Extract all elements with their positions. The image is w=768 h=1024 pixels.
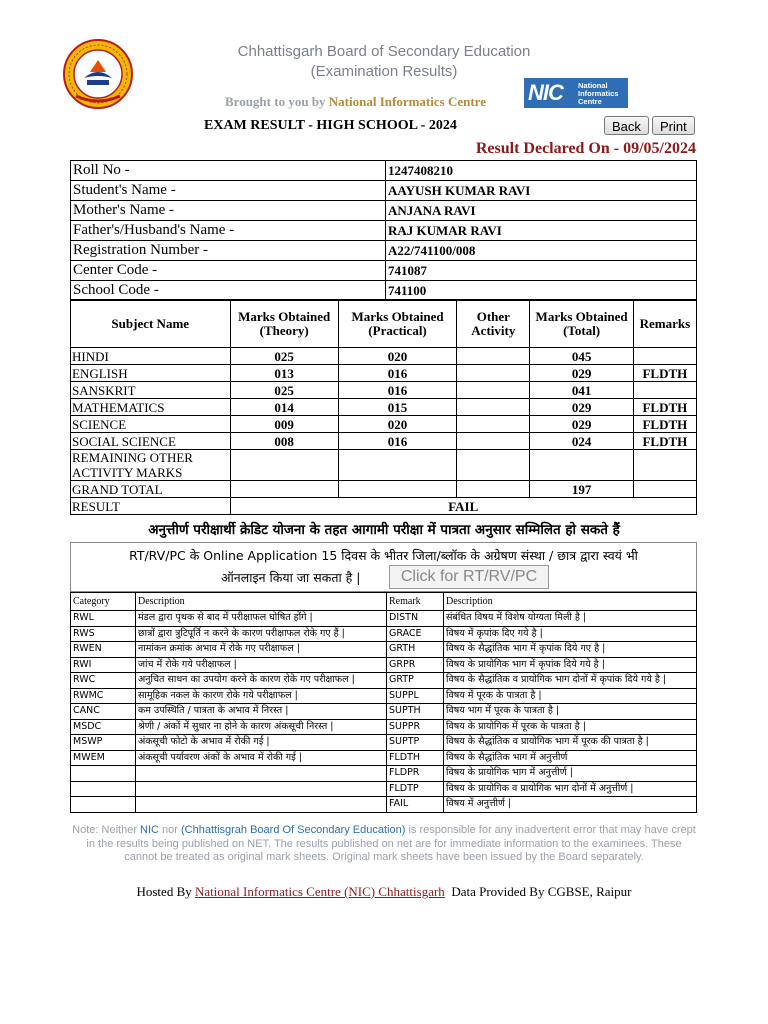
code-row	[71, 673, 697, 689]
code-cell: अंकसूची पर्यावरण अंकों के अभाव में रोकी गई |	[136, 750, 387, 766]
code-cell: GRACE	[387, 626, 444, 642]
student-info-row	[71, 181, 697, 201]
code-cell	[136, 781, 387, 797]
student-info-row	[71, 221, 697, 241]
nic-logo	[524, 78, 628, 108]
print-button[interactable]: Print	[652, 116, 695, 135]
nic-logo-subtext: National Informatics Centre	[578, 81, 619, 106]
marks-cell: FLDTH	[633, 399, 696, 416]
marks-cell: 041	[530, 382, 633, 399]
student-info-row	[71, 241, 697, 261]
marks-cell: 013	[230, 365, 338, 382]
code-cell: मंडल द्वारा पृथक से बाद में परीक्षाफल घोषित होंगे |	[136, 611, 387, 627]
info-label: Center Code -	[71, 261, 386, 281]
info-value: RAJ KUMAR RAVI	[386, 221, 697, 241]
code-cell: नामांकन क्रमांक अभाव में रोके गए परीक्षाफल |	[136, 642, 387, 658]
code-row	[71, 704, 697, 720]
info-label: Roll No -	[71, 161, 386, 181]
code-cell: विषय में पूरक के पात्रता है |	[444, 688, 697, 704]
code-cell: विषय के प्रायोगिक भाग में अनुत्तीर्ण |	[444, 766, 697, 782]
rt-rv-pc-button[interactable]: Click for RT/RV/PC	[389, 565, 549, 589]
marks-cell: 009	[230, 416, 338, 433]
code-cell: DISTN	[387, 611, 444, 627]
marks-cell: 029	[530, 399, 633, 416]
disclaimer-note: Note: Neither NIC nor (Chhattisgrah Board Of Secondary Education) is responsible for any inadvertent error that may have crept in the results being published on NET. The results published on net are for immediate information to the examinees. These cannot be treated as original mark sheets. Original mark sheets have been issued by the Board separately.	[72, 824, 696, 863]
code-cell: RWS	[71, 626, 136, 642]
code-cell: अंकसूची फोटो के अभाव में रोकी गई |	[136, 735, 387, 751]
code-cell: SUPPR	[387, 719, 444, 735]
grand-total-label: GRAND TOTAL	[71, 481, 231, 498]
code-cell: GRTH	[387, 642, 444, 658]
credit-scheme-notice: अनुत्तीर्ण परीक्षार्थी क्रेडिट योजना के तहत आगामी परीक्षा में पात्रता अनुसार सम्मिलित हो सकते हैं	[148, 522, 620, 538]
nic-chhattisgarh-link[interactable]: National Informatics Centre (NIC) Chhattisgarh	[194, 884, 445, 899]
code-cell: विषय भाग में पूरक के पात्रता है |	[444, 704, 697, 720]
code-cell: विषय के प्रायोगिक व प्रायोगिक भाग दोनों में अनुत्तीर्ण |	[444, 781, 697, 797]
code-row	[71, 797, 697, 813]
code-row	[71, 750, 697, 766]
online-application-text: RT/RV/PC के Online Application 15 दिवस के भीतर जिला/ब्लॉक के अग्रेषण संस्था / छात्र द्वारा स्वयं भी ऑनलाइन किया जा सकता है |	[129, 548, 638, 585]
code-cell	[71, 797, 136, 813]
marks-cell: 015	[338, 399, 456, 416]
code-cell	[71, 766, 136, 782]
code-cell: विषय में अनुत्तीर्ण |	[444, 797, 697, 813]
code-cell: GRTP	[387, 673, 444, 689]
marks-cell: REMAINING OTHER ACTIVITY MARKS	[71, 450, 231, 481]
code-cell: SUPTH	[387, 704, 444, 720]
code-cell: RWI	[71, 657, 136, 673]
code-cell	[136, 797, 387, 813]
col-practical: Marks Obtained (Practical)	[338, 300, 456, 348]
code-cell: विषय के सैद्धांतिक व प्रायोगिक भाग दोनों में कृपांक दिये गये है |	[444, 673, 697, 689]
info-value: 741087	[386, 261, 697, 281]
student-info-row	[71, 161, 697, 181]
code-cell: RWL	[71, 611, 136, 627]
marks-cell	[633, 348, 696, 365]
result-value: FAIL	[230, 498, 697, 515]
code-cell: FLDPR	[387, 766, 444, 782]
code-cell: संबंधित विषय में विशेष योग्यता मिली है |	[444, 611, 697, 627]
result-row	[71, 498, 697, 515]
info-value: 1247408210	[386, 161, 697, 181]
code-row	[71, 781, 697, 797]
subject-row	[71, 399, 697, 416]
code-cell	[136, 766, 387, 782]
codes-col-description2: Description	[444, 593, 697, 611]
code-cell: MSDC	[71, 719, 136, 735]
codes-col-category: Category	[71, 593, 136, 611]
marks-cell	[457, 382, 530, 399]
code-row	[71, 611, 697, 627]
board-title-line1: Chhattisgarh Board of Secondary Education	[237, 43, 531, 60]
code-cell: छात्रों द्वारा त्रुटिपूर्ति न करने के कारण परीक्षाफल रोके गए हैं |	[136, 626, 387, 642]
marks-cell: 016	[338, 365, 456, 382]
marks-cell	[457, 416, 530, 433]
code-cell: कम उपस्थिति / पात्रता के अभाव में निरस्त |	[136, 704, 387, 720]
marks-cell	[633, 450, 696, 481]
code-cell: MWEM	[71, 750, 136, 766]
marks-cell: HINDI	[71, 348, 231, 365]
online-application-box	[70, 542, 697, 592]
code-cell: सामूहिक नकल के कारण रोके गये परीक्षाफल |	[136, 688, 387, 704]
code-cell: RWMC	[71, 688, 136, 704]
code-cell: SUPTP	[387, 735, 444, 751]
info-value: ANJANA RAVI	[386, 201, 697, 221]
info-value: 741100	[386, 281, 697, 301]
code-cell	[71, 781, 136, 797]
student-info-row	[71, 261, 697, 281]
marks-cell	[457, 365, 530, 382]
marks-cell	[633, 382, 696, 399]
student-info-table	[70, 160, 697, 301]
marks-cell: 020	[338, 348, 456, 365]
student-info-row	[71, 281, 697, 301]
board-title	[0, 42, 768, 82]
info-value: AAYUSH KUMAR RAVI	[386, 181, 697, 201]
code-cell: विषय के प्रायोगिक भाग में कृपांक दिये गये है |	[444, 657, 697, 673]
marks-cell	[338, 450, 456, 481]
info-value: A22/741100/008	[386, 241, 697, 261]
result-declared-date: Result Declared On - 09/05/2024	[475, 140, 696, 157]
marks-cell: 020	[338, 416, 456, 433]
codes-col-remark: Remark	[387, 593, 444, 611]
info-label: Father's/Husband's Name -	[71, 221, 386, 241]
marks-table	[70, 299, 697, 515]
code-cell: विषय के सैद्धांतिक व प्रायोगिक भाग में पूरक की पात्रता है |	[444, 735, 697, 751]
marks-cell	[230, 450, 338, 481]
subject-row	[71, 348, 697, 365]
code-cell: विषय में कृपांक दिए गये है |	[444, 626, 697, 642]
marks-cell: ENGLISH	[71, 365, 231, 382]
info-label: Mother's Name -	[71, 201, 386, 221]
subject-row	[71, 416, 697, 433]
info-label: Student's Name -	[71, 181, 386, 201]
col-other-activity: Other Activity	[457, 300, 530, 348]
marks-cell: 029	[530, 365, 633, 382]
code-cell: GRPR	[387, 657, 444, 673]
marks-cell: 025	[230, 348, 338, 365]
grand-total-value: 197	[530, 481, 633, 498]
info-label: School Code -	[71, 281, 386, 301]
codes-header-row	[71, 593, 697, 611]
code-cell: FAIL	[387, 797, 444, 813]
col-remarks: Remarks	[633, 300, 696, 348]
marks-cell: SCIENCE	[71, 416, 231, 433]
code-row	[71, 735, 697, 751]
marks-cell	[457, 399, 530, 416]
footer-hosted: Hosted By National Informatics Centre (NIC) Chhattisgarh Data Provided By CGBSE, Raipur	[136, 884, 632, 899]
marks-cell: SANSKRIT	[71, 382, 231, 399]
subject-row	[71, 450, 697, 481]
code-row	[71, 657, 697, 673]
code-cell: विषय के सैद्धांतिक भाग में कृपांक दिये गए है |	[444, 642, 697, 658]
code-row	[71, 719, 697, 735]
marks-cell: MATHEMATICS	[71, 399, 231, 416]
marks-cell	[457, 450, 530, 481]
marks-header-row	[71, 300, 697, 348]
data-provided-text: Data Provided By CGBSE, Raipur	[451, 884, 632, 899]
marks-cell: FLDTH	[633, 433, 696, 450]
marks-cell: FLDTH	[633, 365, 696, 382]
code-cell: FLDTH	[387, 750, 444, 766]
code-cell: विषय के सैद्धांतिक भाग में अनुत्तीर्ण	[444, 750, 697, 766]
code-cell: CANC	[71, 704, 136, 720]
marks-cell: 016	[338, 433, 456, 450]
code-row	[71, 626, 697, 642]
col-theory: Marks Obtained (Theory)	[230, 300, 338, 348]
board-title-line2: (Examination Results)	[310, 63, 458, 80]
code-row	[71, 688, 697, 704]
marks-cell: 029	[530, 416, 633, 433]
disclaimer-board: (Chhattisgrah Board Of Secondary Education)	[181, 824, 406, 836]
code-cell: जांच में रोके गये परीक्षाफल |	[136, 657, 387, 673]
student-info-row	[71, 201, 697, 221]
code-cell: FLDTP	[387, 781, 444, 797]
code-cell: RWC	[71, 673, 136, 689]
marks-cell: 016	[338, 382, 456, 399]
brought-by-text	[225, 94, 486, 110]
exam-title: EXAM RESULT - HIGH SCHOOL - 2024	[204, 118, 457, 133]
nic-logo-text: NIC	[528, 80, 563, 105]
marks-cell: 014	[230, 399, 338, 416]
marks-cell: 024	[530, 433, 633, 450]
marks-cell: SOCIAL SCIENCE	[71, 433, 231, 450]
code-cell: MSWP	[71, 735, 136, 751]
code-row	[71, 642, 697, 658]
marks-cell: 008	[230, 433, 338, 450]
code-cell: RWEN	[71, 642, 136, 658]
marks-cell	[530, 450, 633, 481]
marks-cell: FLDTH	[633, 416, 696, 433]
code-cell: SUPPL	[387, 688, 444, 704]
subject-row	[71, 365, 697, 382]
back-button[interactable]: Back	[604, 116, 649, 135]
code-cell: विषय के प्रायोगिक में पूरक के पात्रता है |	[444, 719, 697, 735]
subject-row	[71, 433, 697, 450]
brought-org-link[interactable]: National Informatics Centre	[328, 94, 486, 109]
brought-prefix: Brought to you by	[225, 94, 326, 109]
code-cell: श्रेणी / अंकों में सुधार ना होने के कारण अंकसूची निरस्त |	[136, 719, 387, 735]
code-cell: अनुचित साधन का उपयोग करने के कारण रोके गए परीक्षाफल |	[136, 673, 387, 689]
col-total: Marks Obtained (Total)	[530, 300, 633, 348]
code-row	[71, 766, 697, 782]
marks-cell	[457, 348, 530, 365]
col-subject: Subject Name	[71, 300, 231, 348]
info-label: Registration Number -	[71, 241, 386, 261]
remarks-codes-table	[70, 592, 697, 813]
grand-total-row	[71, 481, 697, 498]
disclaimer-nic: NIC	[140, 824, 159, 836]
codes-col-description: Description	[136, 593, 387, 611]
marks-cell: 025	[230, 382, 338, 399]
marks-cell: 045	[530, 348, 633, 365]
result-label: RESULT	[71, 498, 231, 515]
subject-row	[71, 382, 697, 399]
marks-cell	[457, 433, 530, 450]
